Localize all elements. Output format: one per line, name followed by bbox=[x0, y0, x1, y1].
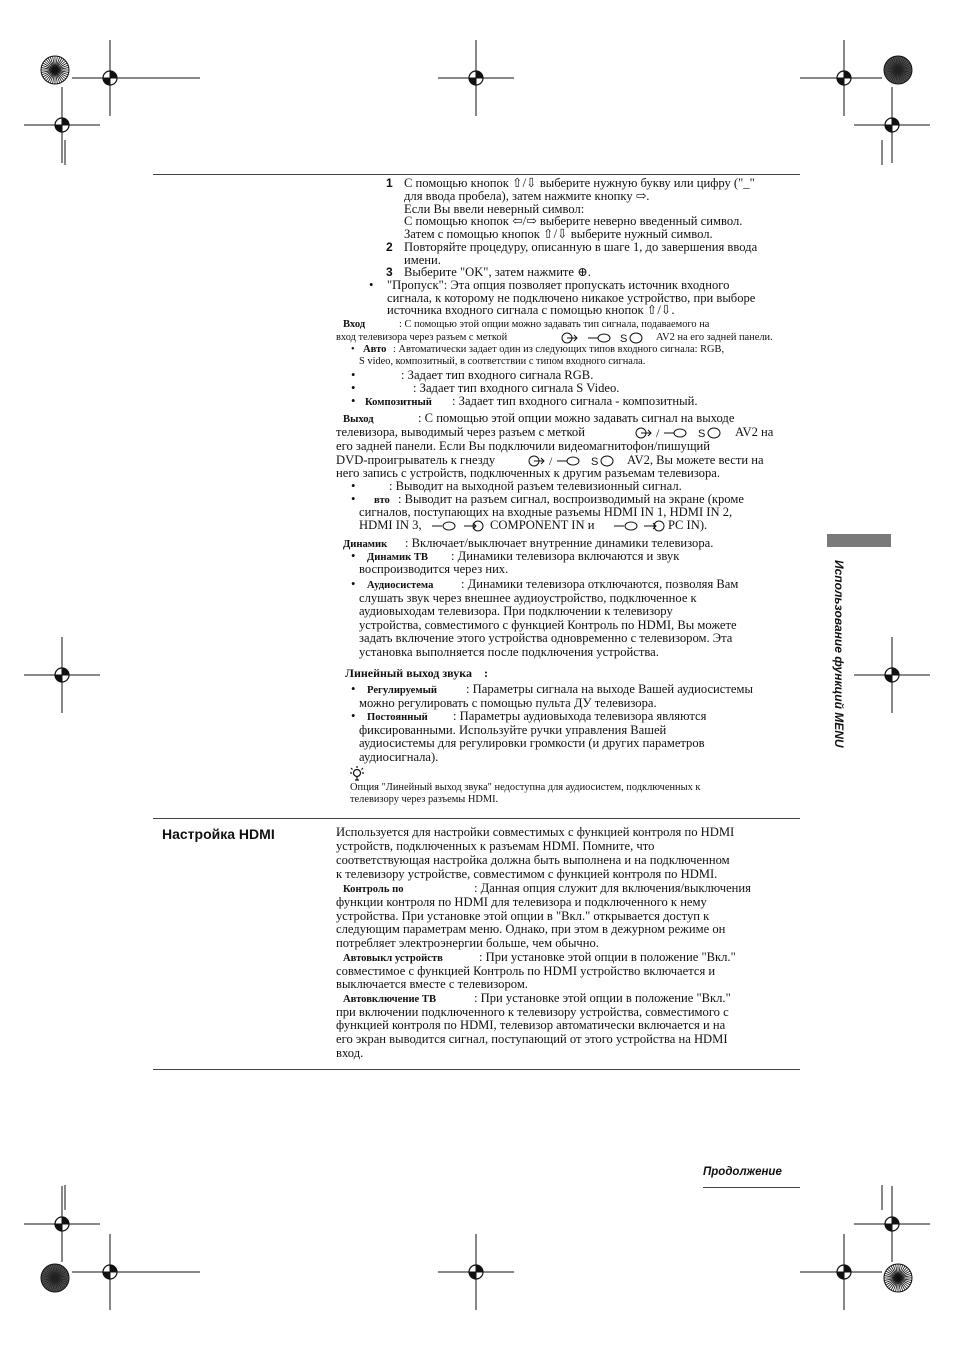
hdmi-autooff-line: : При установке этой опции в положение "Вкл." bbox=[479, 950, 736, 964]
section-rule bbox=[153, 818, 800, 819]
hdmi-section-title: Настройка HDMI bbox=[162, 826, 275, 842]
auto-line: : Автоматически задает один из следующих типов входного сигнала: RGB, bbox=[393, 344, 725, 355]
sidebar-label: Использование функций MENU bbox=[832, 560, 846, 748]
output-auto-line: PC IN). bbox=[668, 518, 708, 532]
bullet: • bbox=[351, 709, 356, 723]
fixed-line: : Параметры аудиовыхода телевизора являются bbox=[453, 709, 707, 723]
crop-line bbox=[148, 1272, 201, 1273]
hdmi-control-line: функции контроля по HDMI для телевизора и подключенного к нему bbox=[336, 895, 707, 909]
bullet: • bbox=[351, 492, 356, 506]
starburst-mark bbox=[39, 1262, 71, 1294]
bullet: • bbox=[351, 479, 356, 493]
output-auto-line: HDMI IN 3, bbox=[359, 518, 422, 532]
continued-rule bbox=[703, 1187, 800, 1188]
composite-label: Композитный bbox=[365, 397, 432, 408]
output-tv-line: : Выводит на выходной разъем телевизионный сигнал. bbox=[389, 479, 682, 493]
svideo-line: : Задает тип входного сигнала S Video. bbox=[413, 381, 620, 395]
step-1-line: Если Вы ввели неверный символ: bbox=[404, 202, 585, 216]
step-2-line: имени. bbox=[404, 253, 441, 267]
output-auto-line: сигналов, поступающих на входные разъемы HDMI IN 1, HDMI IN 2, bbox=[359, 505, 733, 519]
variable-label: Регулируемый bbox=[367, 685, 437, 696]
bullet: • bbox=[369, 278, 374, 292]
crosshair-mark bbox=[22, 635, 102, 715]
fixed-label: Постоянный bbox=[367, 712, 428, 723]
continued-label: Продолжение bbox=[703, 1166, 782, 1178]
crosshair-mark bbox=[852, 85, 932, 165]
svg-text:/: / bbox=[549, 454, 553, 468]
starburst-mark bbox=[39, 54, 71, 86]
speaker-audio-line: : Динамики телевизора отключаются, позволяя Вам bbox=[461, 577, 739, 591]
svg-text:S: S bbox=[620, 333, 628, 345]
bullet: • bbox=[351, 577, 356, 591]
crop-line bbox=[148, 78, 201, 79]
crop-line bbox=[65, 140, 66, 166]
speaker-audio-line: устройства, совместимого с функцией Контроль по HDMI, Вы можете bbox=[359, 618, 737, 632]
hdmi-control-line: : Данная опция служит для включения/выключения bbox=[474, 881, 751, 895]
auto-label: Авто bbox=[363, 344, 387, 355]
speaker-line: : Включает/выключает внутренние динамики телевизора. bbox=[405, 536, 714, 550]
crop-line bbox=[65, 1185, 66, 1211]
hdmi-control-line: следующим параметрам меню. Однако, при этом в дежурном режиме он bbox=[336, 922, 726, 936]
bullet: • bbox=[351, 682, 356, 696]
hdmi-control-line: устройства. При установке этой опции в "Вкл." открывается доступ к bbox=[336, 909, 710, 923]
svg-text:S: S bbox=[591, 456, 599, 468]
lineout-colon: : bbox=[484, 666, 488, 680]
bullet: • bbox=[351, 549, 356, 563]
hdmi-auton-line: при включении подключенного к телевизору устройства, совместимого с bbox=[336, 1005, 729, 1019]
composite-line: : Задает тип входного сигнала - композитный. bbox=[452, 394, 698, 408]
input-label: Вход bbox=[343, 319, 366, 330]
hdmi-intro-line: к телевизору устройстве, совместимом с функцией контроля по HDMI. bbox=[336, 867, 718, 881]
speaker-tv-label: Динамик ТВ bbox=[367, 552, 428, 563]
starburst-mark bbox=[882, 54, 914, 86]
pc-icon bbox=[612, 518, 672, 534]
top-rule bbox=[153, 174, 800, 175]
sidebar-tab bbox=[827, 534, 891, 547]
output-auto-label: вто bbox=[374, 495, 390, 506]
bullet: • bbox=[351, 394, 356, 408]
svg-text:S: S bbox=[698, 428, 706, 440]
starburst-mark bbox=[882, 1262, 914, 1294]
hdmi-control-label: Контроль по bbox=[343, 884, 404, 895]
speaker-audio-label: Аудиосистема bbox=[367, 580, 434, 591]
bullet: • bbox=[351, 381, 356, 395]
fixed-line: фиксированными. Используйте ручки управления Вашей bbox=[359, 723, 667, 737]
crosshair-mark bbox=[436, 1232, 516, 1312]
skip-line: "Пропуск": Эта опция позволяет пропускать источник входного bbox=[387, 278, 730, 292]
output-line: телевизора, выводимый через разъем с меткой bbox=[336, 425, 585, 439]
crosshair-mark bbox=[436, 38, 516, 118]
skip-line: источника входного сигнала с помощью кнопок ⇧/⇩. bbox=[387, 303, 675, 317]
component-icon bbox=[430, 518, 490, 534]
hdmi-auton-line: его экран выводится сигнал, поступающий от этого устройства на HDMI bbox=[336, 1032, 728, 1046]
crosshair-mark bbox=[22, 1184, 102, 1264]
crosshair-mark bbox=[852, 635, 932, 715]
output-line: AV2, Вы можете вести на bbox=[627, 453, 764, 467]
step-1-line: С помощью кнопок ⇧/⇩ выберите нужную букву или цифру ("_" bbox=[404, 176, 755, 190]
speaker-audio-line: аудиовыходам телевизора. При подключении к телевизору bbox=[359, 604, 673, 618]
bullet: • bbox=[351, 344, 355, 355]
step-1-num: 1 bbox=[386, 176, 393, 190]
speaker-audio-line: задать включение этого устройства одновременно с телевизором. Эта bbox=[359, 631, 733, 645]
hdmi-auton-line: : При установке этой опции в положение "Вкл." bbox=[474, 991, 731, 1005]
crop-line bbox=[800, 78, 841, 79]
hdmi-intro-line: соответствующая настройка должна быть выполнена и на подключенном bbox=[336, 853, 730, 867]
bottom-rule bbox=[153, 1069, 800, 1070]
hdmi-intro-line: устройств, подключенных к разъемам HDMI. Помните, что bbox=[336, 839, 655, 853]
step-1-line: для ввода пробела), затем нажмите кнопку ⇨. bbox=[404, 189, 650, 203]
bullet: • bbox=[351, 368, 356, 382]
crosshair-mark bbox=[22, 85, 102, 165]
step-1-line: Затем с помощью кнопок ⇧/⇩ выберите нужный символ. bbox=[404, 227, 713, 241]
auto-line: S video, композитный, в соответствии с типом входного сигнала. bbox=[359, 356, 646, 367]
output-line: AV2 на bbox=[735, 425, 774, 439]
rgb-line: : Задает тип входного сигнала RGB. bbox=[401, 368, 594, 382]
speaker-label: Динамик bbox=[343, 539, 388, 550]
step-3-line: Выберите "OK", затем нажмите ⊕. bbox=[404, 265, 591, 279]
step-1-line: С помощью кнопок ⇦/⇨ выберите неверно введенный символ. bbox=[404, 214, 743, 228]
output-line: него запись с устройств, подключенных к другим разъемам телевизора. bbox=[336, 466, 721, 480]
fixed-line: аудиосистемы для регулировки громкости (и других параметров bbox=[359, 736, 705, 750]
step-2-line: Повторяйте процедуру, описанную в шаге 1, до завершения ввода bbox=[404, 240, 758, 254]
output-line: DVD-проигрыватель к гнезду bbox=[336, 453, 496, 467]
speaker-audio-line: установка выполняется после подключения устройства. bbox=[359, 645, 659, 659]
note-line: Опция "Линейный выход звука" недоступна для аудиосистем, подключенных к bbox=[350, 782, 701, 793]
lineout-label: Линейный выход звука bbox=[345, 666, 472, 680]
skip-line: сигнала, к которому не подключено никакое устройство, при выборе bbox=[387, 291, 756, 305]
output-auto-line: COMPONENT IN и bbox=[490, 518, 595, 532]
hdmi-auton-line: вход. bbox=[336, 1046, 364, 1060]
note-line: телевизору через разъемы HDMI. bbox=[350, 794, 499, 805]
output-label: Выход bbox=[343, 414, 374, 425]
crosshair-mark bbox=[852, 1184, 932, 1264]
speaker-tv-line: воспроизводится через них. bbox=[359, 562, 509, 576]
hdmi-control-line: потребляет электроэнергии больше, чем обычно. bbox=[336, 936, 599, 950]
output-line: : С помощью этой опции можно задавать сигнал на выходе bbox=[418, 411, 735, 425]
input-line: AV2 на его задней панели. bbox=[656, 332, 773, 343]
output-auto-line: : Выводит на разъем сигнал, воспроизводимый на экране (кроме bbox=[398, 492, 744, 506]
hdmi-autooff-line: выключается вместе с телевизором. bbox=[336, 977, 528, 991]
hdmi-auton-line: функцией контроля по HDMI, телевизор автоматически включается и на bbox=[336, 1018, 726, 1032]
crop-line bbox=[882, 1185, 883, 1211]
variable-line: можно регулировать с помощью пульта ДУ телевизора. bbox=[359, 696, 657, 710]
svg-text:/: / bbox=[656, 426, 660, 440]
hdmi-autooff-line: совместимое с функцией Контроль по HDMI устройство включается и bbox=[336, 964, 716, 978]
variable-line: : Параметры сигнала на выходе Вашей аудиосистемы bbox=[466, 682, 753, 696]
hdmi-intro-line: Используется для настройки совместимых с функцией контроля по HDMI bbox=[336, 825, 735, 839]
speaker-tv-line: : Динамики телевизора включаются и звук bbox=[451, 549, 680, 563]
fixed-line: аудиосигнала). bbox=[359, 750, 439, 764]
input-line: : С помощью этой опции можно задавать тип сигнала, подаваемого на bbox=[399, 319, 710, 330]
step-2-num: 2 bbox=[386, 240, 393, 254]
crop-line bbox=[882, 140, 883, 166]
hdmi-auton-label: Автовключение ТВ bbox=[343, 994, 437, 1005]
crop-line bbox=[800, 1272, 841, 1273]
speaker-audio-line: слушать звук через внешнее аудиоустройство, подключенное к bbox=[359, 591, 697, 605]
input-line: вход телевизора через разъем с меткой bbox=[336, 332, 508, 343]
step-3-num: 3 bbox=[386, 265, 393, 279]
hdmi-autooff-label: Автовыкл устройств bbox=[343, 953, 443, 964]
output-line: его задней панели. Если Вы подключили видеомагнитофон/пишущий bbox=[336, 439, 711, 453]
